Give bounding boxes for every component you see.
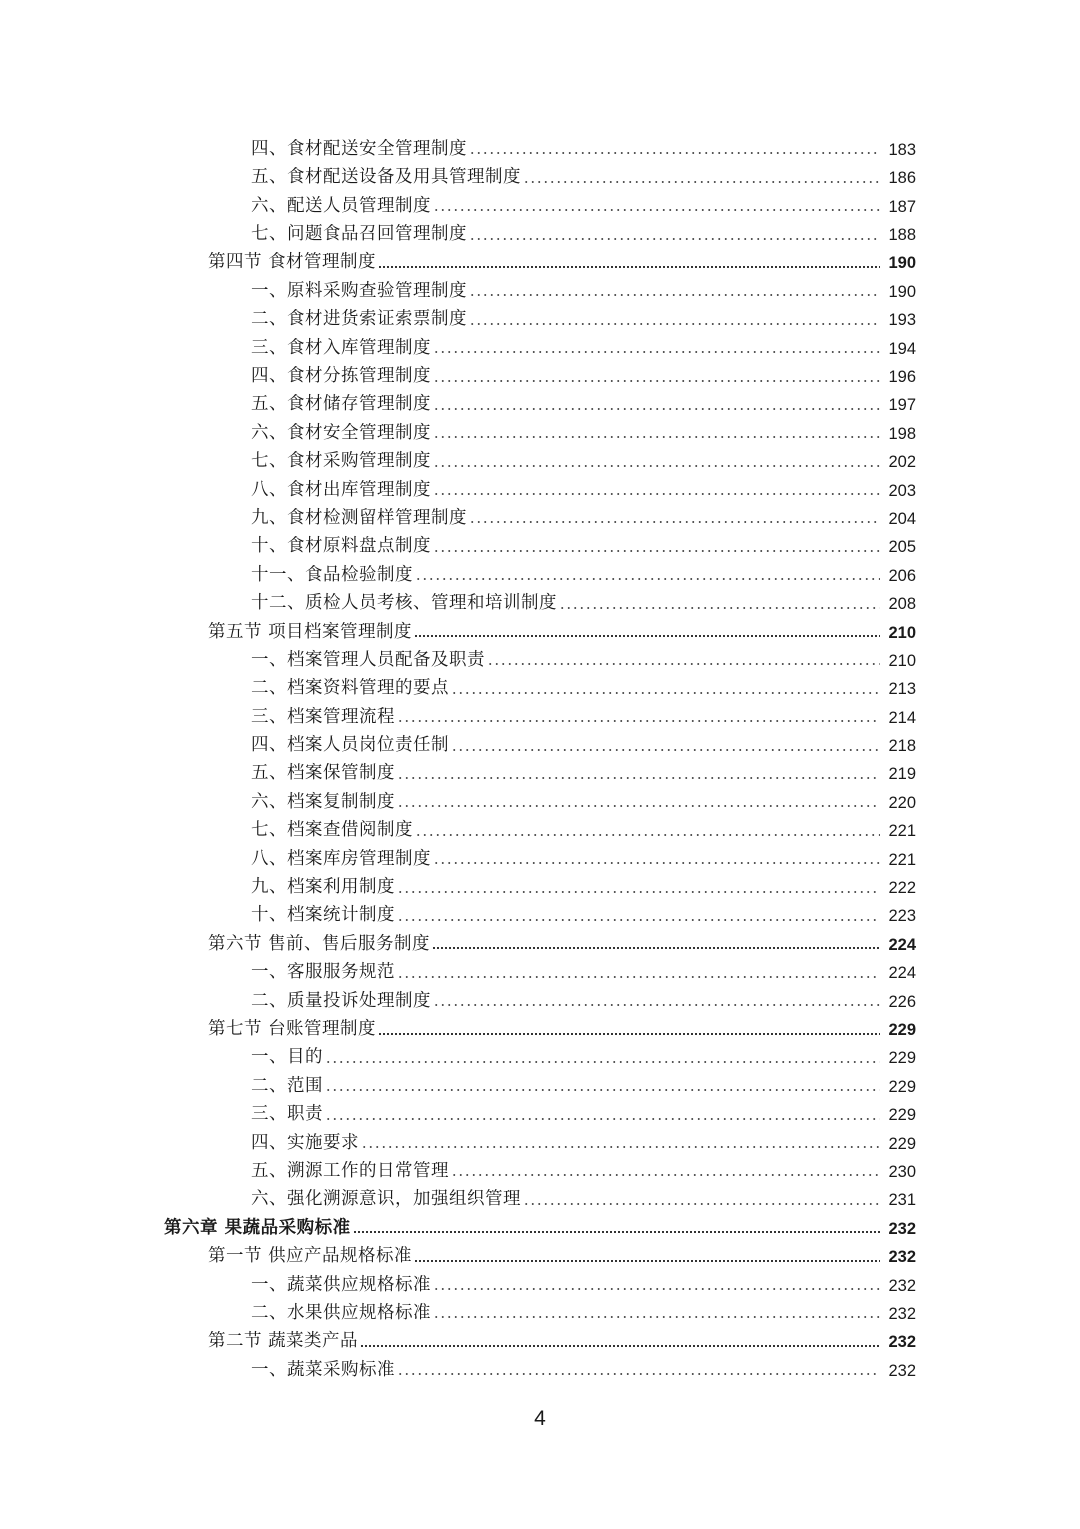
dot-leader: [433, 862, 880, 864]
dot-leader: [523, 1203, 880, 1205]
toc-entry-page-number: 197: [888, 396, 916, 415]
toc-item-entry[interactable]: [0, 1095, 1080, 1123]
toc-entry-title: 二、质量投诉处理制度: [251, 990, 431, 1011]
toc-item-entry[interactable]: [0, 158, 1080, 186]
toc-chapter-entry[interactable]: [0, 1209, 1080, 1237]
toc-item-entry[interactable]: [0, 840, 1080, 868]
toc-entry-page-number: 187: [888, 197, 916, 216]
toc-item-entry[interactable]: [0, 1039, 1080, 1067]
toc-entry-title: 一、档案管理人员配备及职责: [251, 649, 485, 670]
toc-entry-title: 第七节 台账管理制度: [208, 1019, 377, 1039]
toc-item-entry[interactable]: [0, 1266, 1080, 1294]
dot-leader: [325, 1089, 880, 1091]
toc-entry-page-number: 232: [888, 1276, 916, 1295]
toc-entry-page-number: 229: [888, 1021, 916, 1039]
toc-entry-title: 五、食材配送设备及用具管理制度: [251, 167, 521, 188]
toc-entry-page-number: 186: [888, 169, 916, 188]
toc-entry-title: 七、问题食品召回管理制度: [251, 224, 467, 245]
dot-leader: [397, 1373, 880, 1375]
toc-entry-page-number: 232: [888, 1248, 916, 1267]
dot-leader: [415, 834, 880, 836]
toc-entry-title: 二、范围: [251, 1075, 323, 1096]
dot-leader: [353, 1231, 880, 1233]
toc-entry-title: 六、强化溯源意识，加强组织管理: [251, 1189, 521, 1210]
toc-item-entry[interactable]: [0, 698, 1080, 726]
toc-entry-title: 十一、食品检验制度: [251, 564, 413, 585]
toc-entry-page-number: 205: [888, 538, 916, 557]
toc-entry-title: 五、档案保管制度: [251, 763, 395, 784]
toc-item-entry[interactable]: [0, 897, 1080, 925]
dot-leader: [397, 891, 880, 893]
toc-entry-title: 二、食材进货索证索票制度: [251, 309, 467, 330]
dot-leader: [469, 323, 880, 325]
toc-entry-title: 八、档案库房管理制度: [251, 848, 431, 869]
toc-entry-page-number: 221: [888, 850, 916, 869]
toc-entry-title: 九、档案利用制度: [251, 877, 395, 898]
toc-entry-title: 五、食材储存管理制度: [251, 394, 431, 415]
toc-entry-page-number: 231: [888, 1191, 916, 1210]
toc-entry-page-number: 224: [888, 935, 916, 954]
toc-section-entry[interactable]: [0, 613, 1080, 641]
toc-entry-page-number: 229: [888, 1077, 916, 1096]
toc-item-entry[interactable]: [0, 982, 1080, 1010]
toc-entry-page-number: 232: [888, 1304, 916, 1323]
toc-entry-page-number: 229: [888, 1106, 916, 1125]
toc-section-entry[interactable]: [0, 1322, 1080, 1350]
toc-item-entry[interactable]: [0, 755, 1080, 783]
toc-entry-page-number: 224: [888, 964, 916, 983]
dot-leader: [469, 152, 880, 154]
toc-item-entry[interactable]: [0, 1152, 1080, 1180]
dot-leader: [433, 1004, 880, 1006]
toc-entry-title: 七、食材采购管理制度: [251, 451, 431, 472]
toc-item-entry[interactable]: [0, 272, 1080, 300]
dot-leader: [559, 607, 880, 609]
toc-item-entry[interactable]: [0, 414, 1080, 442]
toc-item-entry[interactable]: [0, 386, 1080, 414]
dot-leader: [378, 1033, 880, 1035]
dot-leader: [433, 351, 880, 353]
toc-entry-title: 四、食材配送安全管理制度: [251, 138, 467, 159]
dot-leader: [433, 380, 880, 382]
toc-entry-page-number: 183: [888, 140, 916, 159]
toc-entry-title: 三、职责: [251, 1104, 323, 1125]
toc-entry-title: 四、实施要求: [251, 1132, 359, 1153]
toc-entry-page-number: 208: [888, 595, 916, 614]
toc-item-entry[interactable]: [0, 783, 1080, 811]
toc-entry-page-number: 202: [888, 453, 916, 472]
toc-item-entry[interactable]: [0, 471, 1080, 499]
toc-section-entry[interactable]: [0, 1010, 1080, 1038]
toc-entry-page-number: 232: [888, 1333, 916, 1352]
toc-item-entry[interactable]: [0, 442, 1080, 470]
toc-entry-title: 一、蔬菜供应规格标准: [251, 1274, 431, 1295]
toc-entry-page-number: 196: [888, 368, 916, 387]
toc-entry-page-number: 210: [888, 651, 916, 670]
toc-entry-page-number: 229: [888, 1134, 916, 1153]
dot-leader: [433, 465, 880, 467]
toc-entry-title: 第二节 蔬菜类产品: [208, 1331, 359, 1352]
toc-entry-title: 第四节 食材管理制度: [208, 252, 377, 273]
toc-entry-page-number: 193: [888, 311, 916, 330]
toc-entry-title: 四、食材分拣管理制度: [251, 366, 431, 387]
toc-item-entry[interactable]: [0, 130, 1080, 158]
toc-entry-page-number: 204: [888, 509, 916, 528]
dot-leader: [325, 1118, 880, 1120]
toc-item-entry[interactable]: [0, 811, 1080, 839]
dot-leader: [451, 749, 880, 751]
dot-leader: [469, 238, 880, 240]
toc-item-entry[interactable]: [0, 641, 1080, 669]
toc-entry-page-number: 230: [888, 1162, 916, 1181]
dot-leader: [432, 947, 880, 949]
toc-item-entry[interactable]: [0, 357, 1080, 385]
toc-entry-page-number: 198: [888, 424, 916, 443]
toc-entry-page-number: 220: [888, 793, 916, 812]
toc-item-entry[interactable]: [0, 1351, 1080, 1379]
dot-leader: [397, 777, 880, 779]
dot-leader: [361, 1146, 880, 1148]
toc-entry-title: 三、档案管理流程: [251, 706, 395, 727]
dot-leader: [414, 635, 880, 637]
toc-entry-page-number: 190: [888, 254, 916, 273]
dot-leader: [415, 578, 880, 580]
toc-entry-title: 四、档案人员岗位责任制: [251, 735, 449, 756]
toc-entry-page-number: 232: [888, 1361, 916, 1380]
dot-leader: [433, 1316, 880, 1318]
dot-leader: [397, 919, 880, 921]
toc-item-entry[interactable]: [0, 556, 1080, 584]
toc-entry-page-number: 218: [888, 737, 916, 756]
toc-entry-page-number: 219: [888, 765, 916, 784]
toc-entry-page-number: 206: [888, 566, 916, 585]
toc-item-entry[interactable]: [0, 215, 1080, 243]
toc-entry-title: 二、档案资料管理的要点: [251, 678, 449, 699]
toc-entry-page-number: 210: [888, 623, 916, 642]
toc-entry-page-number: 214: [888, 708, 916, 727]
toc-entry-page-number: 232: [888, 1219, 916, 1238]
dot-leader: [469, 521, 880, 523]
toc-item-entry[interactable]: [0, 527, 1080, 555]
toc-entry-page-number: 190: [888, 282, 916, 301]
toc-entry-title: 七、档案查借阅制度: [251, 820, 413, 841]
dot-leader: [397, 720, 880, 722]
toc-entry-page-number: 203: [888, 481, 916, 500]
dot-leader: [451, 692, 880, 694]
toc-section-entry[interactable]: [0, 925, 1080, 953]
dot-leader: [433, 1288, 880, 1290]
dot-leader: [397, 805, 880, 807]
page-number: 4: [534, 1407, 546, 1430]
toc-item-entry[interactable]: [0, 187, 1080, 215]
toc-entry-title: 一、客服服务规范: [251, 962, 395, 983]
toc-entry-title: 九、食材检测留样管理制度: [251, 507, 467, 528]
toc-entry-title: 第六章 果蔬品采购标准: [164, 1217, 351, 1238]
dot-leader: [523, 181, 880, 183]
toc-item-entry[interactable]: [0, 1180, 1080, 1208]
dot-leader: [433, 550, 880, 552]
dot-leader: [433, 209, 880, 211]
toc-entry-title: 十二、质检人员考核、管理和培训制度: [251, 593, 557, 614]
toc-item-entry[interactable]: [0, 868, 1080, 896]
toc-entry-title: 三、食材入库管理制度: [251, 337, 431, 358]
dot-leader: [433, 408, 880, 410]
toc-item-entry[interactable]: [0, 953, 1080, 981]
toc-item-entry[interactable]: [0, 329, 1080, 357]
toc-item-entry[interactable]: [0, 1067, 1080, 1095]
toc-item-entry[interactable]: [0, 499, 1080, 527]
toc-item-entry[interactable]: [0, 726, 1080, 754]
dot-leader: [433, 436, 880, 438]
toc-entry-page-number: 229: [888, 1049, 916, 1068]
toc-entry-page-number: 188: [888, 226, 916, 245]
toc-entry-title: 六、档案复制制度: [251, 791, 395, 812]
toc-item-entry[interactable]: [0, 1294, 1080, 1322]
toc-entry-page-number: 222: [888, 879, 916, 898]
dot-leader: [433, 493, 880, 495]
toc-entry-title: 六、食材安全管理制度: [251, 422, 431, 443]
dot-leader: [378, 266, 880, 268]
toc-item-entry[interactable]: [0, 1124, 1080, 1152]
toc-item-entry[interactable]: [0, 300, 1080, 328]
toc-entry-page-number: 194: [888, 339, 916, 358]
toc-entry-title: 五、溯源工作的日常管理: [251, 1160, 449, 1181]
toc-entry-page-number: 226: [888, 992, 916, 1011]
toc-entry-title: 一、蔬菜采购标准: [251, 1359, 395, 1380]
dot-leader: [325, 1061, 880, 1063]
toc-section-entry[interactable]: [0, 244, 1080, 272]
dot-leader: [487, 663, 880, 665]
table-of-contents: [0, 130, 1080, 1379]
toc-entry-title: 六、配送人员管理制度: [251, 195, 431, 216]
toc-entry-title: 十、档案统计制度: [251, 905, 395, 926]
toc-entry-page-number: 213: [888, 680, 916, 699]
toc-entry-title: 一、目的: [251, 1047, 323, 1068]
toc-entry-title: 十、食材原料盘点制度: [251, 536, 431, 557]
toc-entry-page-number: 221: [888, 822, 916, 841]
toc-item-entry[interactable]: [0, 584, 1080, 612]
dot-leader: [451, 1174, 880, 1176]
toc-entry-title: 第一节 供应产品规格标准: [208, 1246, 413, 1267]
dot-leader: [469, 294, 880, 296]
toc-entry-title: 一、原料采购查验管理制度: [251, 280, 467, 301]
toc-entry-title: 八、食材出库管理制度: [251, 479, 431, 500]
dot-leader: [397, 976, 880, 978]
toc-entry-title: 二、水果供应规格标准: [251, 1302, 431, 1323]
dot-leader: [414, 1260, 880, 1262]
dot-leader: [360, 1345, 880, 1347]
toc-item-entry[interactable]: [0, 669, 1080, 697]
toc-section-entry[interactable]: [0, 1237, 1080, 1265]
toc-entry-page-number: 223: [888, 907, 916, 926]
toc-entry-title: 第五节 项目档案管理制度: [208, 621, 413, 642]
toc-entry-title: 第六节 售前、售后服务制度: [208, 933, 431, 954]
